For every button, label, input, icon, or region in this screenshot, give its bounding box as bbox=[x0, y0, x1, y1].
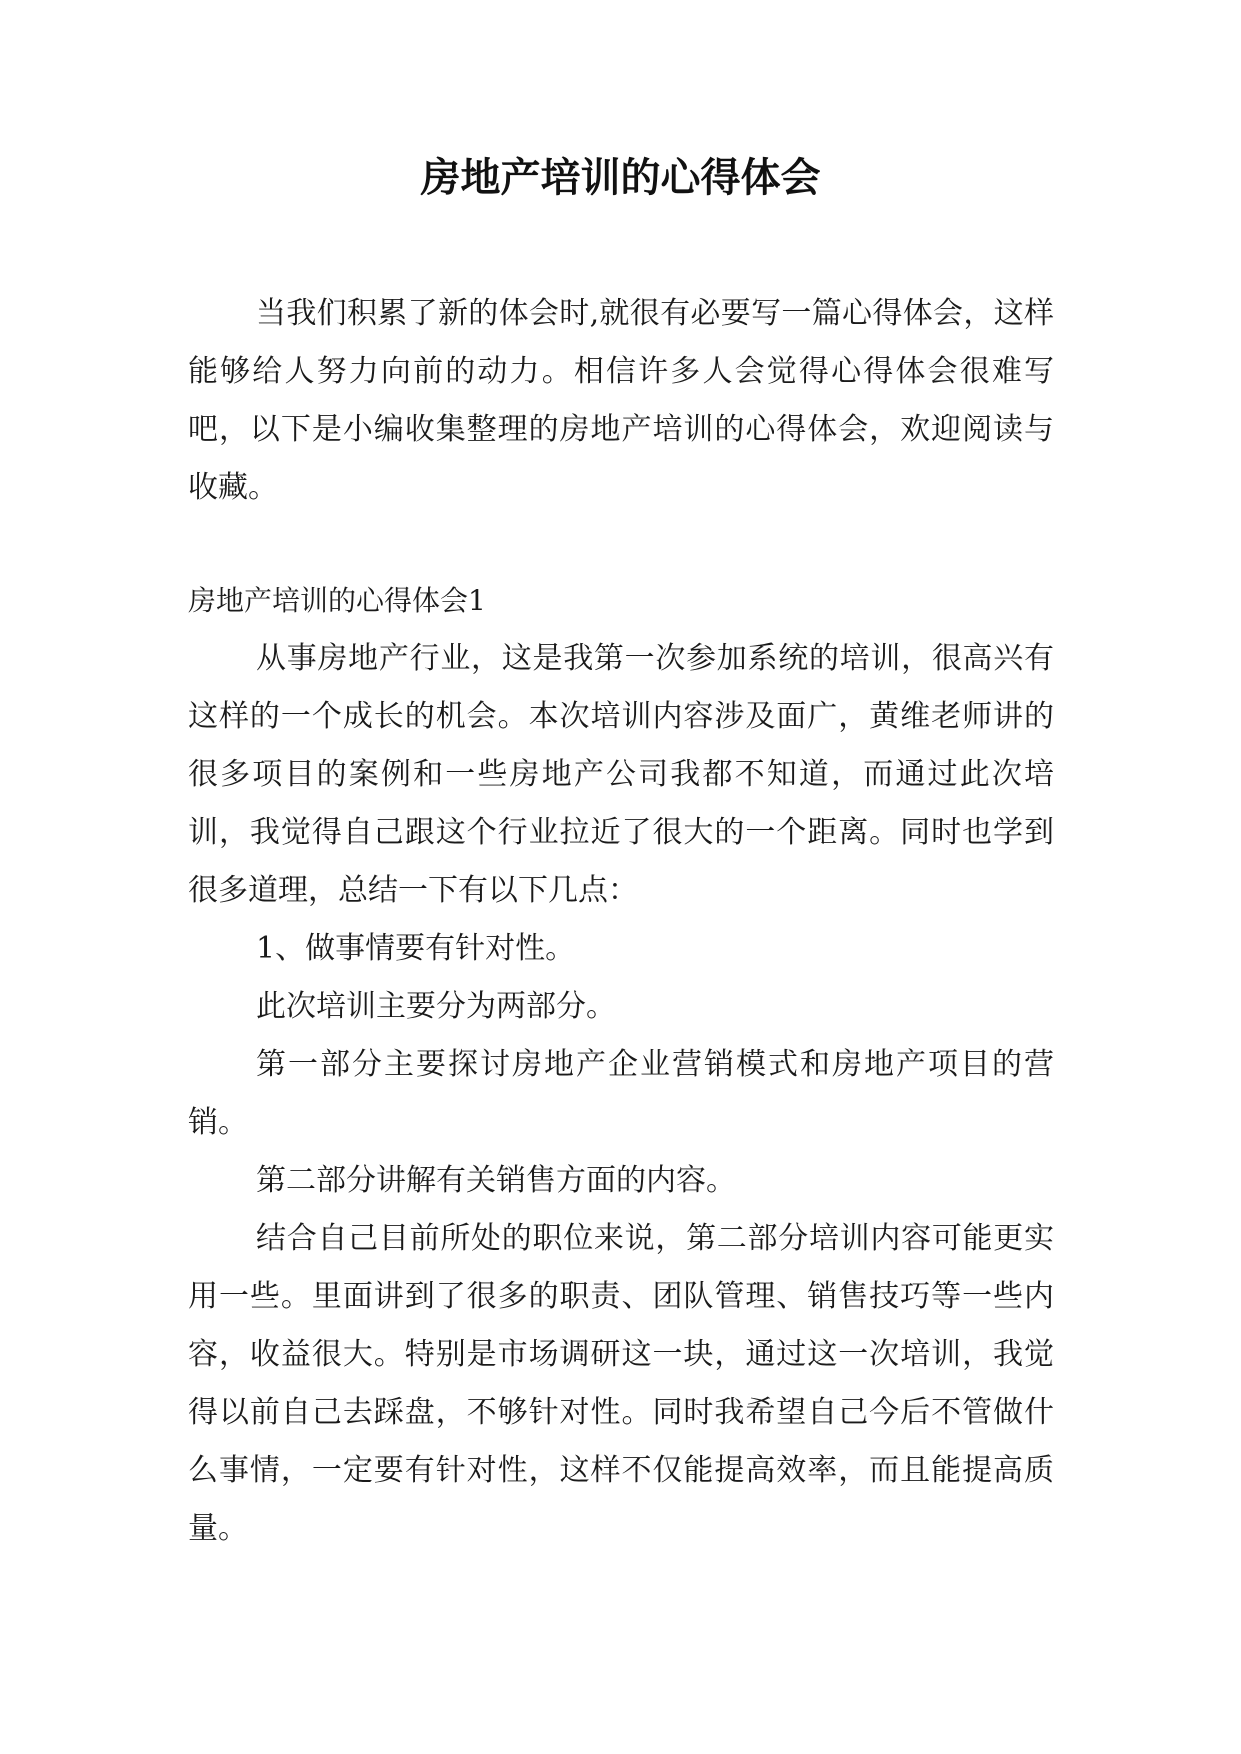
document-body bbox=[188, 285, 1054, 1558]
body-paragraph: 1、做事情要有针对性。 bbox=[256, 931, 576, 966]
body-paragraph: 此次培训主要分为两部分。 bbox=[256, 989, 616, 1024]
body-paragraph: 第二部分讲解有关销售方面的内容。 bbox=[256, 1163, 736, 1198]
section-heading: 房地产培训的心得体会1 bbox=[188, 584, 486, 617]
document-title: 房地产培训的心得体会 bbox=[420, 154, 821, 201]
body-paragraph: 从事房地产行业，这是我第一次参加系统的培训，很高兴有这样的一个成长的机会。本次培训内容涉及面广，黄维老师讲的很多项目的案例和一些房地产公司我都不知道，而通过此次培训，我觉得自己跟这个行业拉近了很大的一个距离。同时也学到很多道理，总结一下有以下几点： bbox=[188, 641, 1054, 908]
body-paragraph: 结合自己目前所处的职位来说，第二部分培训内容可能更实用一些。里面讲到了很多的职责、团队管理、销售技巧等一些内容，收益很大。特别是市场调研这一块，通过这一次培训，我觉得以前自己去踩盘，不够针对性。同时我希望自己今后不管做什么事情，一定要有针对性，这样不仅能提高效率，而且能提高质量。 bbox=[188, 1221, 1054, 1546]
intro-paragraph: 当我们积累了新的体会时,就很有必要写一篇心得体会，这样能够给人努力向前的动力。相信许多人会觉得心得体会很难写吧，以下是小编收集整理的房地产培训的心得体会，欢迎阅读与收藏。 bbox=[188, 296, 1054, 505]
body-paragraph: 第一部分主要探讨房地产企业营销模式和房地产项目的营销。 bbox=[188, 1047, 1054, 1140]
